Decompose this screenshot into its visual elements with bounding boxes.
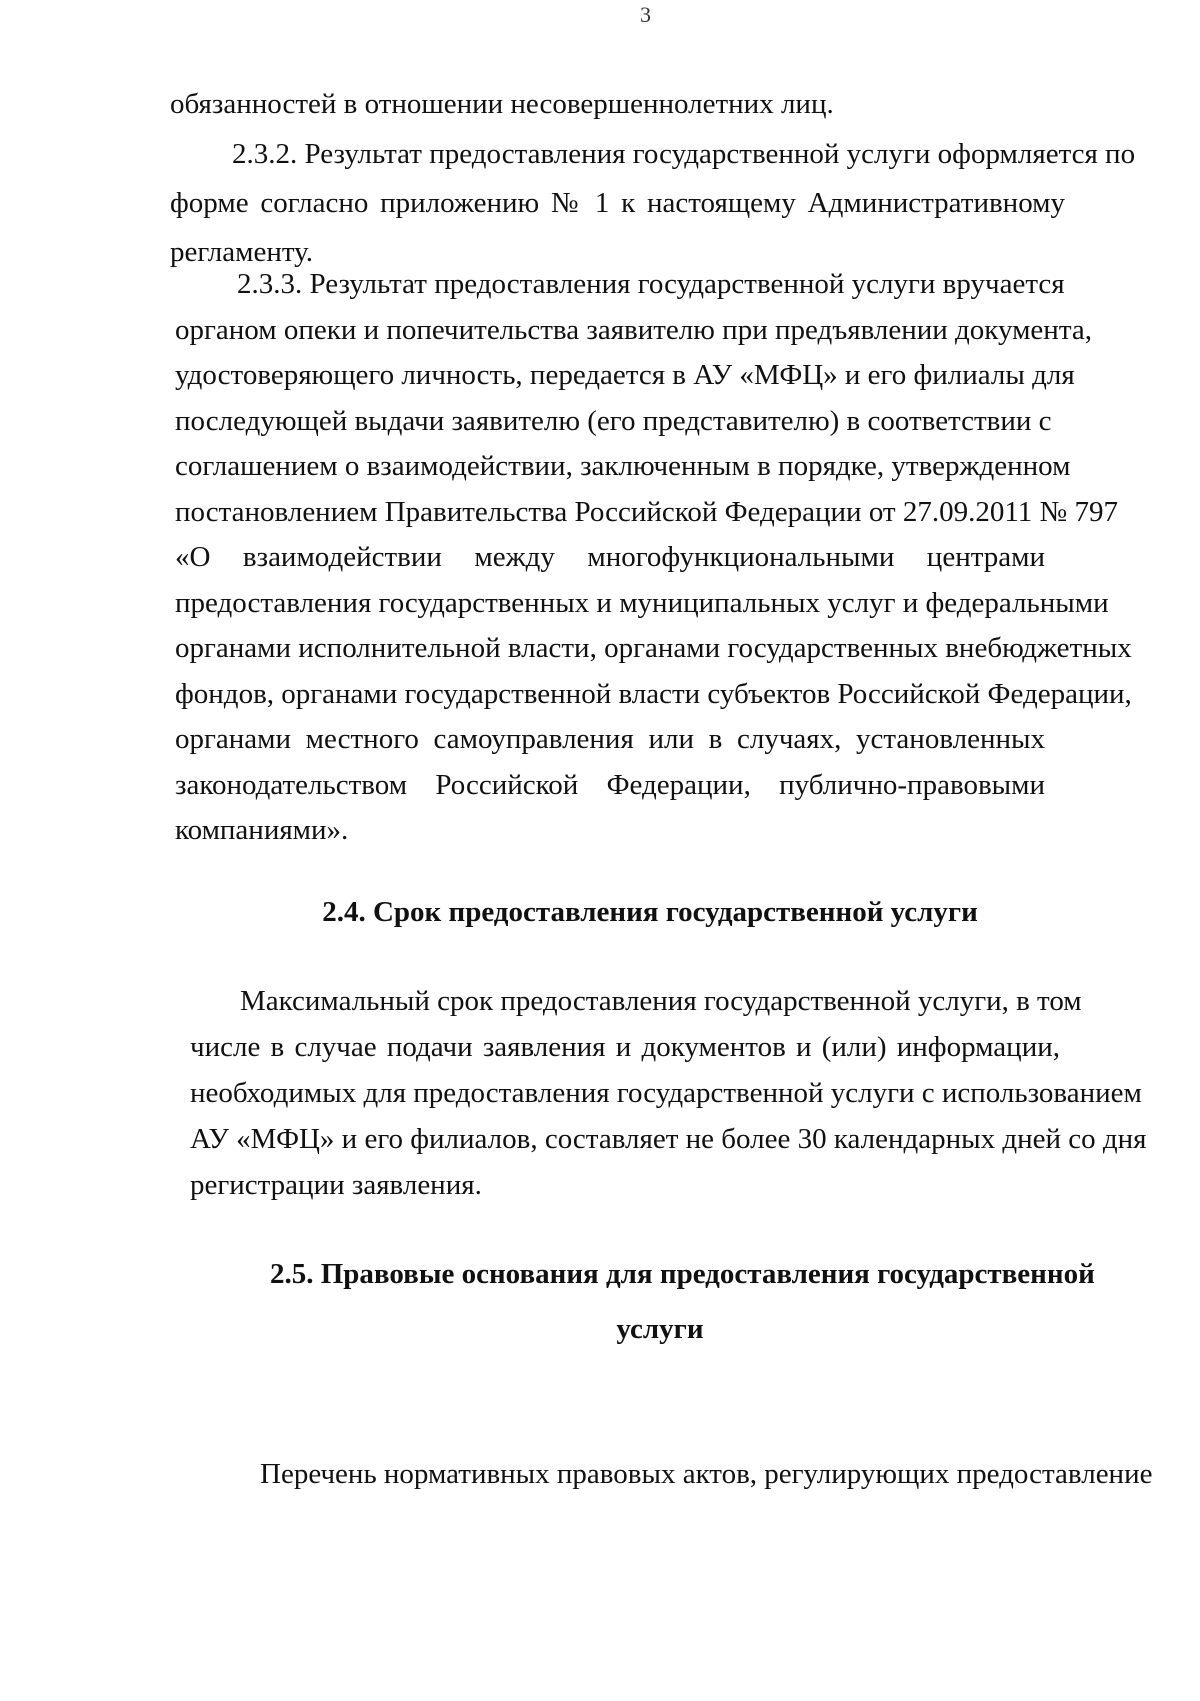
paragraph-2-3-3 xyxy=(175,262,1132,854)
text-line: предоставления государственных и муниципальных услуг и федеральными xyxy=(175,586,1109,619)
text-line: фондов, органами государственной власти субъектов Российской Федерации, xyxy=(175,677,1132,710)
paragraph-2-5 xyxy=(260,1450,1153,1499)
text-line: последующей выдачи заявителю (его представителю) в соответствии с xyxy=(175,404,1052,437)
heading-line: 2.5. Правовые основания для предоставления государственной xyxy=(270,1258,1095,1290)
text-line: Перечень нормативных правовых актов, регулирующих предоставление xyxy=(260,1458,1153,1490)
text-line: 2.3.3. Результат предоставления государственной услуги вручается xyxy=(237,268,1065,300)
paragraph-2-4 xyxy=(190,978,1147,1208)
text-line: регистрации заявления. xyxy=(190,1169,482,1201)
text-line: удостоверяющего личность, передается в АУ «МФЦ» и его филиалы для xyxy=(175,359,1075,391)
text-line: органами исполнительной власти, органами государственных внебюджетных xyxy=(175,632,1132,664)
text-line: «О взаимодействии между многофункциональными центрами xyxy=(175,541,1045,573)
text-line: 2.3.2. Результат предоставления государственной услуги оформляется по xyxy=(232,138,1136,170)
text-line: регламенту. xyxy=(170,236,314,268)
text-line: законодательством Российской Федерации, публично-правовыми xyxy=(175,768,1045,801)
section-heading-2-5 xyxy=(270,1250,1095,1354)
page-number: 3 xyxy=(640,2,651,27)
text-line: органом опеки и попечительства заявителю при предъявлении документа, xyxy=(175,313,1092,346)
paragraph-2-3-2 xyxy=(170,130,1136,277)
heading-line: услуги xyxy=(616,1313,704,1345)
text-line: постановлением Правительства Российской Федерации от 27.09.2011 № 797 xyxy=(175,495,1118,528)
text-line: обязанностей в отношении несовершеннолетних лиц. xyxy=(170,88,834,120)
text-line: АУ «МФЦ» и его филиалов, составляет не более 30 календарных дней со дня xyxy=(190,1123,1147,1155)
text-line: соглашением о взаимодействии, заключенным в порядке, утвержденном xyxy=(175,450,1071,482)
text-line: необходимых для предоставления государственной услуги с использованием xyxy=(190,1077,1142,1109)
text-line: Максимальный срок предоставления государственной услуги, в том xyxy=(240,985,1082,1017)
paragraph-continuation xyxy=(170,80,1050,129)
text-line: компаниями». xyxy=(175,814,349,846)
text-line: форме согласно приложению № 1 к настоящему Административному xyxy=(170,187,1065,219)
section-heading-2-4: 2.4. Срок предоставления государственной услуги xyxy=(322,896,978,928)
text-line: органами местного самоуправления или в случаях, установленных xyxy=(175,723,1045,755)
text-line: числе в случае подачи заявления и документов и (или) информации, xyxy=(190,1031,1060,1063)
